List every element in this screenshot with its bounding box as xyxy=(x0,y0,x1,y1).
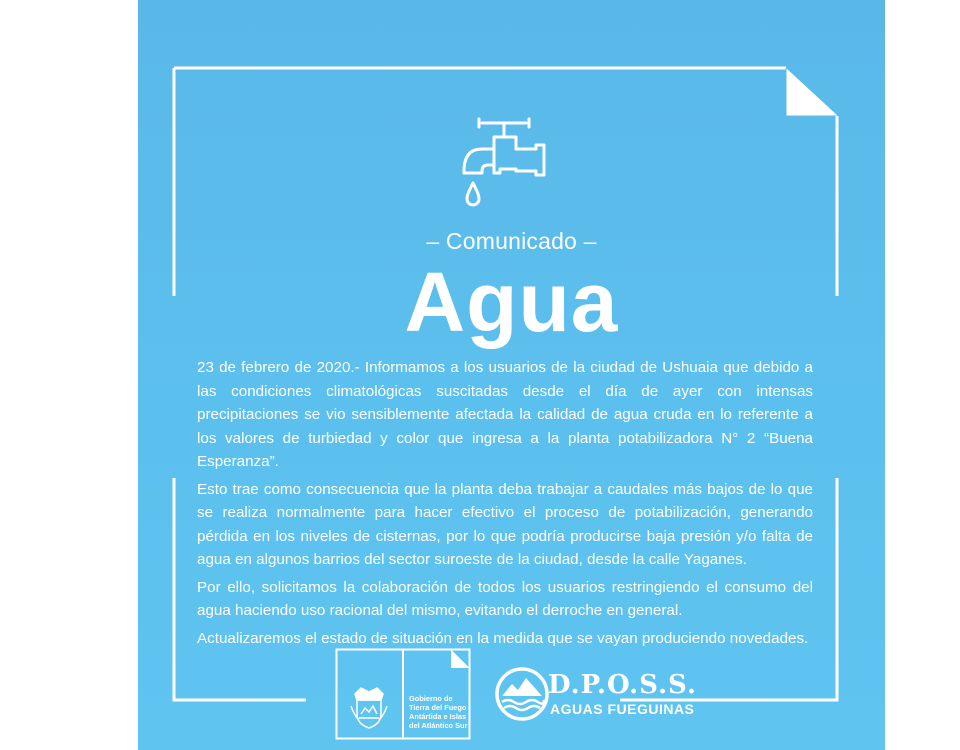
mountain-water-logo-icon xyxy=(494,666,550,722)
paragraph-1: 23 de febrero de 2020.- Informamos a los usuarios de la ciudad de Ushuaia que debido a las condiciones climatológicas suscitadas desde el día de ayer con intensas precipitaciones se vio sensiblemente afectada la calidad de agua cruda en lo referente a los valores de turbiedad y color que ingresa a la planta potabilizadora N° 2 “Buena Esperanza”. xyxy=(197,359,813,470)
water-tap-icon xyxy=(460,115,550,207)
government-line-4: del Atlántico Sur xyxy=(409,721,468,730)
government-line-2: Tierra del Fuego xyxy=(409,703,467,712)
paragraph-2: Esto trae como consecuencia que la planta deba trabajar a caudales más bajos de lo que se realiza normalmente para hacer efectivo el proceso de potabilización, generando pérdida en los niveles de cisternas, por lo que podría producirse baja presión y/o falta de agua en algunos barrios del sector suroeste de la ciudad, desde la calle Yaganes. xyxy=(197,480,813,568)
announcement-body xyxy=(197,356,813,654)
paragraph-4: Actualizaremos el estado de situación en la medida que se vayan produciendo novedades. xyxy=(197,629,809,647)
government-logo xyxy=(335,648,471,740)
dposs-subtitle: AGUAS FUEGUINAS xyxy=(550,701,695,717)
paragraph-3: Por ello, solicitamos la colaboración de todos los usuarios restringiendo el consumo del agua haciendo uso racional del mismo, evitando el derroche en general. xyxy=(197,578,813,619)
government-line-3: Antártida e Islas xyxy=(409,712,467,721)
government-seal-icon xyxy=(349,686,389,730)
government-line-1: Gobierno de xyxy=(409,694,453,703)
subtitle-text: Comunicado xyxy=(445,228,578,254)
dposs-name: D.P.O.S.S. xyxy=(548,670,697,700)
page-title: Agua xyxy=(404,255,619,349)
announcement-panel xyxy=(138,0,885,750)
government-name xyxy=(409,694,467,730)
subtitle: – Comunicado – xyxy=(426,228,597,254)
